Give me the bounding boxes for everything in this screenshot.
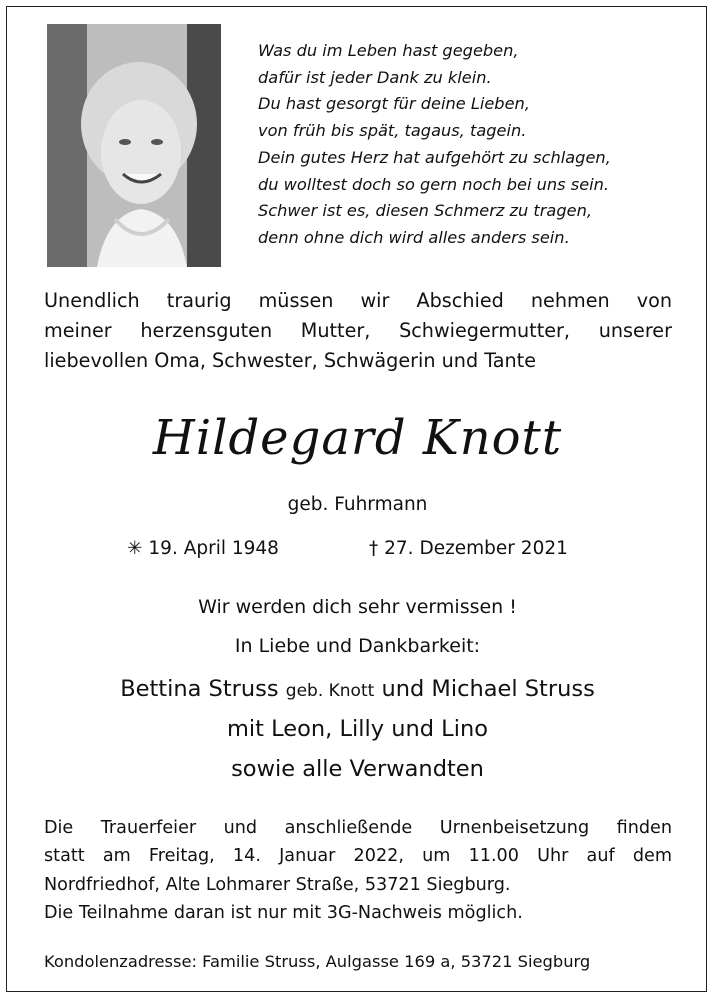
farewell-line: Wir werden dich sehr vermissen ! [198,596,517,618]
mourner-name: Bettina Struss [120,676,279,702]
poem [258,38,678,252]
mourner-maiden-name: geb. Knott [285,681,375,701]
notice-line: statt am Freitag, 14. Januar 2022, um 11.00 Uhr auf dem [44,846,672,867]
death-cross-icon: † [369,538,379,559]
relatives-line: sowie alle Verwandten [231,756,484,782]
gratitude-line: In Liebe und Dankbarkeit: [234,635,481,657]
condolence-address: Kondolenzadresse: Familie Struss, Aulgasse 169 a, 53721 Siegburg [44,952,591,971]
mourners-names [0,676,715,702]
poem-line: du wolltest doch so gern noch bei uns sein. [258,174,610,194]
intro-line: liebevollen Oma, Schwester, Schwägerin und Tante [44,349,537,372]
death-date [369,538,568,559]
deceased-name: Hildegard Knott [152,410,563,466]
notice-line: Die Teilnahme daran ist nur mit 3G-Nachweis möglich. [44,902,523,923]
intro-line: meiner herzensguten Mutter, Schwiegermutter, unserer [44,319,672,342]
mourner-partner: und Michael Struss [381,676,595,702]
notice-line: Die Trauerfeier und anschließende Urnenbeisetzung finden [44,818,672,838]
poem-line: von früh bis spät, tagaus, tagein. [258,121,527,141]
poem-line: Was du im Leben hast gegeben, [258,41,519,60]
death-date-text: 27. Dezember 2021 [384,538,568,559]
poem-line: Dein gutes Herz hat aufgehört zu schlagen, [258,147,611,167]
portrait-image [47,24,221,267]
birth-star-icon: ✳ [127,538,143,559]
portrait-photo [47,24,221,267]
funeral-notice [44,814,672,927]
intro-line: Unendlich traurig müssen wir Abschied nehmen von [44,289,672,312]
grandchildren-line: mit Leon, Lilly und Lino [227,716,488,742]
birth-date [127,538,279,559]
poem-line: Du hast gesorgt für deine Lieben, [258,94,530,114]
maiden-name: geb. Fuhrmann [287,494,428,515]
poem-line: Schwer ist es, diesen Schmerz zu tragen, [258,201,592,221]
intro-text [44,286,672,376]
poem-line: denn ohne dich wird alles anders sein. [258,227,570,247]
poem-line: dafür ist jeder Dank zu klein. [258,67,492,87]
notice-line: Nordfriedhof, Alte Lohmarer Straße, 53721 Siegburg. [44,874,511,895]
birth-date-text: 19. April 1948 [148,538,279,559]
